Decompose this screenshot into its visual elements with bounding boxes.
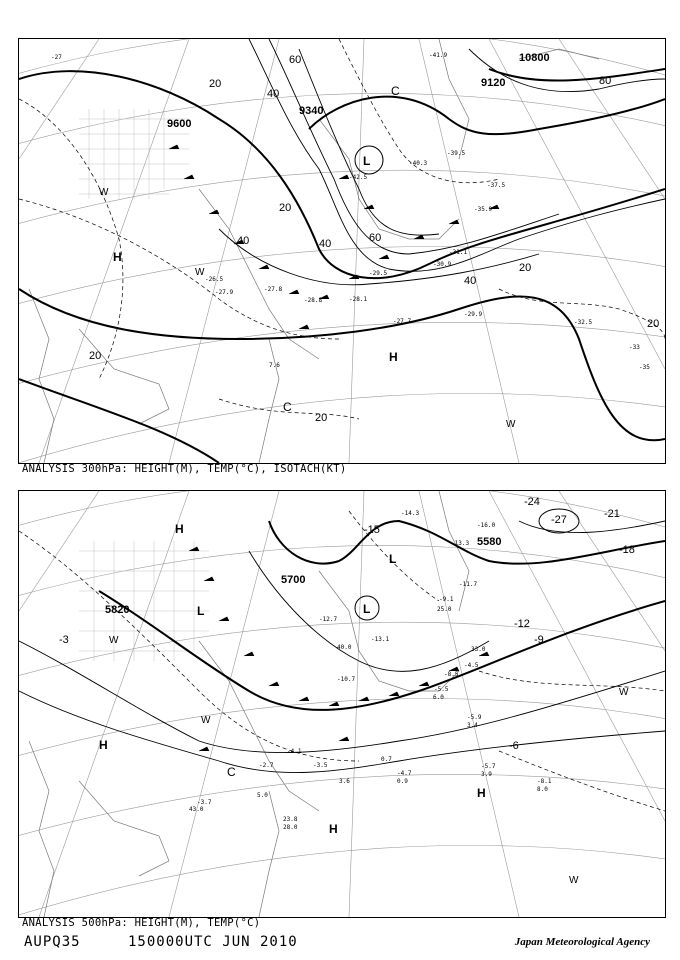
valid-time: 150000UTC JUN 2010: [128, 934, 298, 950]
station-value: 6.0: [433, 694, 444, 701]
isotach-label: 20: [279, 202, 292, 214]
high-center-label: H: [99, 738, 108, 752]
station-value: 5.0: [257, 792, 268, 799]
station-value: -5.7: [481, 763, 496, 770]
temp-label: -12: [514, 618, 530, 630]
station-value: -13.1: [371, 636, 390, 643]
warm-center-label: W: [569, 875, 579, 886]
isotach-label: 20: [315, 412, 328, 424]
coastlines: [29, 491, 469, 917]
height-label: 5820: [105, 604, 130, 616]
agency-credit: Japan Meteorological Agency: [514, 936, 650, 948]
high-center-label: H: [389, 350, 398, 364]
isotach-label: 40: [319, 238, 332, 250]
isotach-label: 20: [209, 78, 222, 90]
station-value: 7.6: [269, 362, 280, 369]
station-value: -29.5: [369, 270, 388, 277]
station-value: 23.8: [283, 816, 298, 823]
temperature-contours-dashed: [19, 511, 665, 811]
station-value: -16.0: [477, 522, 496, 529]
warm-center-label: W: [506, 419, 516, 430]
station-value: 3.4: [467, 722, 478, 729]
height-contours: [19, 69, 665, 463]
isotach-label: 40: [464, 275, 477, 287]
isotach-label: 20: [519, 262, 532, 274]
isotach-labels: [89, 54, 659, 424]
isotach-label: 20: [89, 350, 102, 362]
station-value: -4.1: [287, 748, 302, 755]
high-center-label: H: [113, 250, 122, 264]
wind-barbs: [169, 145, 499, 329]
temp-label: -24: [524, 496, 540, 508]
chart-300hpa-panel: [18, 38, 666, 464]
pressure-systems: [99, 84, 516, 430]
warm-center-label: W: [109, 635, 119, 646]
temp-label: -33: [629, 344, 640, 351]
temp-label: -21: [604, 508, 620, 520]
station-value: -40.3: [409, 160, 428, 167]
station-value: -8.1: [537, 778, 552, 785]
low-center-label: L: [197, 604, 205, 618]
height-label: 5700: [281, 574, 306, 586]
station-value: -3.7: [197, 799, 212, 806]
height-label: 9340: [299, 105, 324, 117]
chart-500hpa-map: [19, 491, 665, 917]
station-value: 43.0: [189, 806, 204, 813]
temp-label: -3: [59, 634, 69, 646]
station-value: -35.9: [474, 206, 493, 213]
isotach-label: 80: [599, 75, 612, 87]
isotach-label: 40: [267, 88, 280, 100]
station-value: 33.0: [471, 646, 486, 653]
station-value: -29.9: [464, 311, 483, 318]
station-value: -28.1: [349, 296, 368, 303]
station-value: -41.9: [429, 52, 448, 59]
station-value: 3.9: [481, 771, 492, 778]
height-label: 5580: [477, 536, 502, 548]
pressure-systems: [99, 522, 629, 886]
warm-center-label: W: [99, 187, 109, 198]
station-value: -3.5: [313, 762, 328, 769]
graticule-meridians: [19, 491, 665, 917]
chart-500hpa-caption: ANALYSIS 500hPa: HEIGHT(M), TEMP(°C): [22, 917, 261, 929]
low-center-label: L: [363, 602, 371, 616]
low-center-label: L: [363, 154, 371, 168]
height-labels: [167, 52, 550, 130]
station-value: -37.5: [487, 182, 506, 189]
product-id: AUPQ35: [24, 934, 81, 950]
high-center-label: H: [477, 786, 486, 800]
station-value: -9.1: [439, 596, 454, 603]
temperature-labels: [51, 54, 650, 371]
station-value: -5.5: [434, 686, 449, 693]
graticule-parallels: [19, 491, 665, 917]
station-value: -32.5: [574, 319, 593, 326]
station-value: -27.9: [215, 289, 234, 296]
station-value: -12.7: [319, 616, 338, 623]
station-value: -27.7: [393, 318, 412, 325]
station-value: -39.5: [447, 150, 466, 157]
station-value: 0.7: [381, 756, 392, 763]
station-value: -2.7: [259, 762, 274, 769]
cold-center-label: C: [283, 400, 292, 414]
temperature-labels: [59, 496, 635, 752]
station-value: 40.0: [337, 644, 352, 651]
station-value: -11.7: [459, 581, 478, 588]
station-value: 28.0: [283, 824, 298, 831]
station-value: 25.0: [437, 606, 452, 613]
warm-center-label: W: [619, 687, 629, 698]
station-value: -31.1: [449, 249, 468, 256]
station-values: [189, 510, 552, 831]
isotach-label: 20: [647, 318, 660, 330]
station-value: -8.5: [444, 671, 459, 678]
station-value: 8.0: [537, 786, 548, 793]
height-label: 10800: [519, 52, 550, 64]
station-value: -13.3: [451, 540, 470, 547]
chart-300hpa-map: [19, 39, 665, 463]
temp-label: -9: [534, 634, 544, 646]
warm-center-label: W: [201, 715, 211, 726]
station-value: -28.8: [304, 297, 323, 304]
cold-center-label: C: [227, 765, 236, 779]
temp-label: -6: [509, 740, 519, 752]
warm-center-label: W: [195, 267, 205, 278]
isotach-label: 60: [289, 54, 302, 66]
low-center-label: L: [389, 552, 397, 566]
temp-label: -18: [619, 544, 635, 556]
cold-center-label: C: [391, 84, 400, 98]
station-value: 0.9: [397, 778, 408, 785]
temp-label: -15: [364, 524, 380, 536]
hatched-area: [79, 541, 209, 661]
station-value: -30.9: [433, 261, 452, 268]
station-value: -42.5: [349, 174, 368, 181]
chart-500hpa-panel: [18, 490, 666, 918]
station-value: -14.3: [401, 510, 420, 517]
station-value: -4.5: [464, 662, 479, 669]
station-value: -26.5: [205, 276, 224, 283]
high-center-label: H: [175, 522, 184, 536]
chart-300hpa-caption: ANALYSIS 300hPa: HEIGHT(M), TEMP(°C), ISOTACH(KT): [22, 463, 347, 475]
high-center-label: H: [329, 822, 338, 836]
station-value: -4.7: [397, 770, 412, 777]
height-label: 9600: [167, 118, 192, 130]
station-value: -10.7: [337, 676, 356, 683]
station-value: 3.6: [339, 778, 350, 785]
height-label: 9120: [481, 77, 506, 89]
station-value: -27.8: [264, 286, 283, 293]
temp-label: -27: [551, 514, 567, 526]
isotach-label: 60: [369, 232, 382, 244]
height-contours: [99, 521, 665, 710]
station-value: -5.9: [467, 714, 482, 721]
isotach-label: 40: [237, 235, 250, 247]
temperature-contours: [19, 39, 665, 419]
temp-label: -27: [51, 54, 62, 61]
temp-label: -35: [639, 364, 650, 371]
